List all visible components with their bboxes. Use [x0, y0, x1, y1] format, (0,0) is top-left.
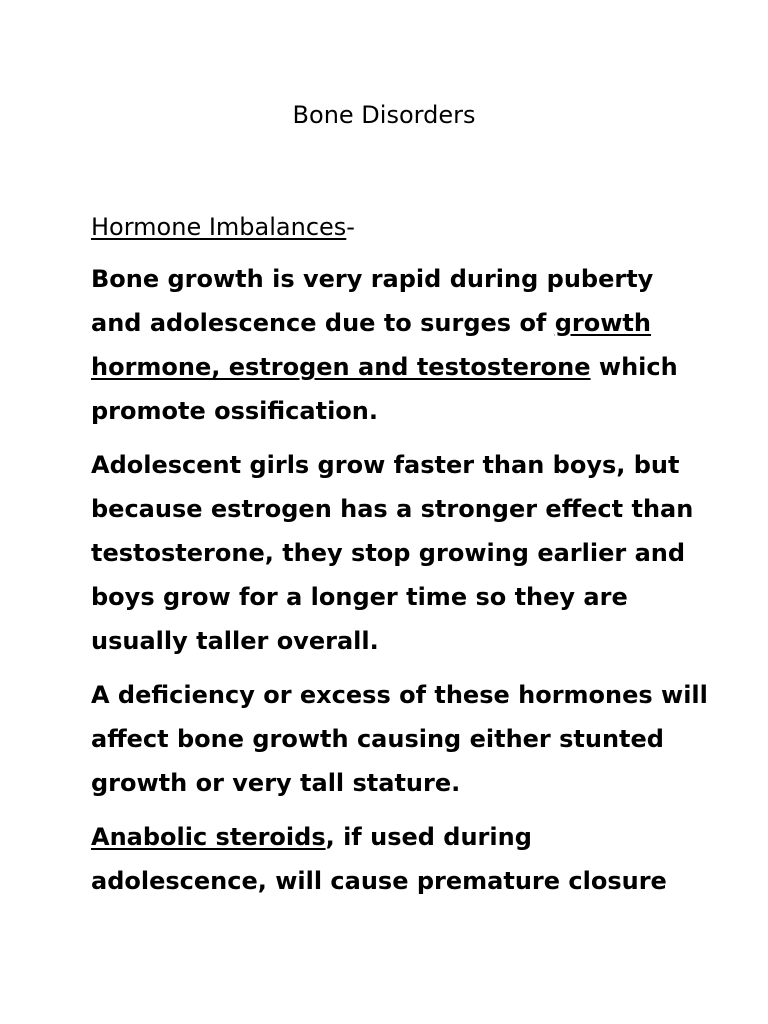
- section-heading-text: Hormone Imbalances: [91, 213, 347, 241]
- paragraph-1-after: which promote ossification.: [91, 353, 678, 425]
- paragraph-4: [91, 815, 711, 903]
- paragraph-1: [91, 257, 711, 433]
- section-heading-suffix: -: [346, 213, 355, 241]
- paragraph-2: Adolescent girls grow faster than boys, but because estrogen has a stronger effect than testosterone, they stop growing earlier and boys grow for a longer time so they are usually taller overall.: [91, 451, 694, 655]
- section-heading: [91, 205, 711, 249]
- paragraph-1-underlined: growth hormone, estrogen and testosterone: [91, 309, 651, 381]
- paragraph-1-before: Bone growth is very rapid during puberty and adolescence due to surges of: [91, 265, 654, 337]
- paragraph-3: A deficiency or excess of these hormones will affect bone growth causing either stunted growth or very tall stature.: [91, 681, 708, 797]
- paragraph-4-underlined: Anabolic steroids: [91, 823, 326, 851]
- document-body: [91, 205, 711, 913]
- paragraph-4-after: , if used during adolescence, will cause premature closure: [91, 823, 667, 895]
- document-title: Bone Disorders: [292, 101, 476, 129]
